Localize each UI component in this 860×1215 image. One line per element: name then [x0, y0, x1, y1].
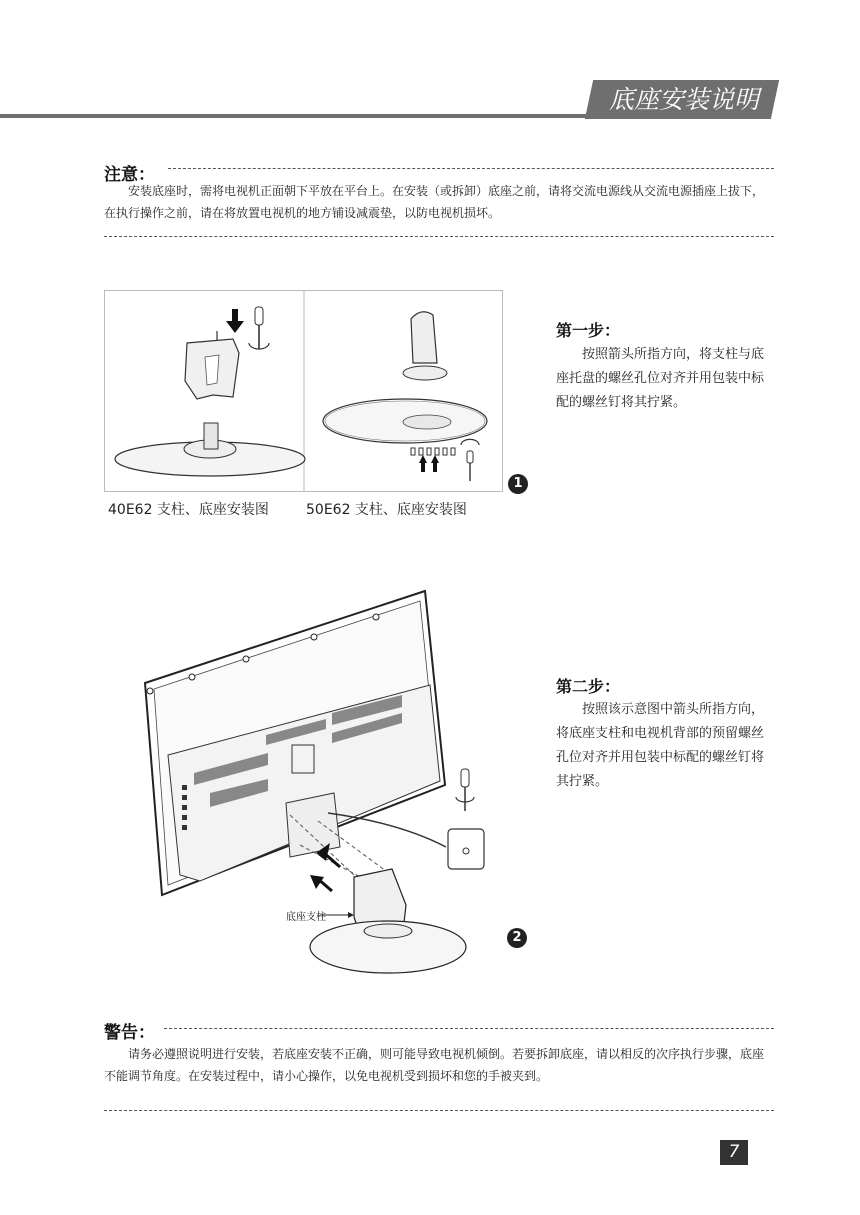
step-2-text: 按照该示意图中箭头所指方向，将底座支柱和电视机背部的预留螺丝孔位对齐并用包装中标配的螺丝钉将其拧紧。	[556, 702, 765, 789]
notice-bottom-divider	[104, 236, 774, 237]
caption-40e62: 40E62 支柱、底座安装图	[108, 502, 269, 518]
notice-top-divider	[168, 168, 774, 169]
step-1-text: 按照箭头所指方向，将支柱与底座托盘的螺丝孔位对齐并用包装中标配的螺丝钉将其拧紧。	[556, 347, 765, 410]
step-2-title: 第二步：	[556, 677, 621, 696]
figure-1-number: 1	[508, 474, 528, 494]
header-rule	[0, 114, 600, 118]
caption-50e62: 50E62 支柱、底座安装图	[306, 502, 467, 518]
notice-label: 注意：	[104, 165, 155, 185]
page-number: 7	[720, 1140, 748, 1165]
figure-2-number: 2	[507, 928, 527, 948]
stand-assembly-diagram	[104, 290, 503, 492]
tv-back-installation-diagram	[140, 585, 510, 985]
stand-assembly-illustration	[105, 291, 502, 491]
notice-text: 安装底座时，需将电视机正面朝下平放在平台上。在安装（或拆卸）底座之前，请将交流电源线从交流电源插座上拔下，在执行操作之前，请在将放置电视机的地方铺设减震垫，以防电视机损坏。	[104, 184, 765, 220]
warning-top-divider	[164, 1028, 774, 1029]
step-1-title: 第一步：	[556, 321, 621, 340]
stand-pillar-callout: 底座支柱	[286, 912, 326, 923]
warning-bottom-divider	[104, 1110, 774, 1111]
warning-text: 请务必遵照说明进行安装，若底座安装不正确，则可能导致电视机倾倒。若要拆卸底座，请以相反的次序执行步骤，底座不能调节角度。在安装过程中，请小心操作，以免电视机受到损坏和您的手被夹到。	[104, 1047, 765, 1083]
page-title: 底座安装说明	[608, 85, 759, 114]
tv-back-illustration	[140, 585, 510, 985]
warning-label: 警告：	[104, 1023, 155, 1043]
